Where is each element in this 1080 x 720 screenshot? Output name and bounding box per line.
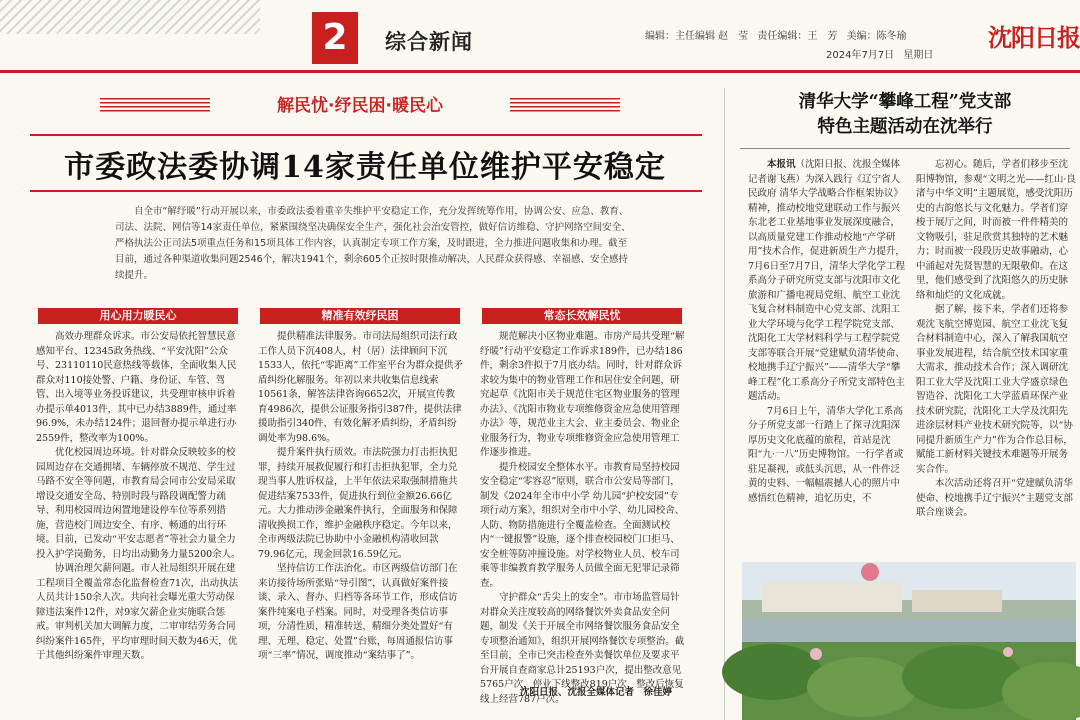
column-3-paragraph: 规范解决小区物业难题。市房产局共受理“解纾暖”行动平安稳定工作诉求189件，已办结186件，剩余3件拟于7月底办结。同时，针对群众诉求较为集中的物业管理工作和居住安全问题，研究起草《沈阳市关于规范住宅区物业服务的管理办法》、《沈阳市物业专项维修资金应急使用管理办法》等，规范业主大会、业主委员会、物业企业服务行为，物业专项维修资金应急使用管理工作逐步推进。 — [480, 331, 685, 458]
campaign-slogan: 解民忧·纾民困·暖民心 — [277, 96, 443, 116]
column-1-paragraph: 协调治理欠薪问题。市人社局组织开展在建工程项目全覆盖常态化监督检查71次，出动执法人员共计150余人次。共向社会曝光重大劳动保障违法案件12件，对9家欠薪企业实施联合惩戒。审判机关加大调解力度，二审审结劳务合同纠纷案件165件，平均审理时间天数为46天，优于其他纠纷案件审理天数。 — [36, 563, 239, 661]
column-3-heading: 常态长效解民忧 — [482, 308, 682, 324]
side-column-1 — [748, 158, 908, 558]
main-headline: 市委政法委协调14家责任单位维护平安稳定 — [64, 150, 666, 185]
photo-water — [742, 620, 1076, 644]
issue-date — [826, 46, 939, 61]
column-1-paragraph: 优化校园周边环境。针对群众反映较多的校园周边存在交通拥堵、车辆停放不规范、学生过马路不安全等问题，市教育局会同市公安局采取增设交通安全岛、特别时段与路段调配警力疏导、利用校园周边闲置地建设停车位等系列措施，营造校门周边安全、有序、畅通的出行环境。目前，已发动“平安志愿者”等社会力量全力投入护学岗勤务，日均出动勤务力量5200余人。 — [36, 447, 241, 560]
column-3-paragraph: 提升校园安全整体水平。市教育局坚持校园安全稳定“零容忍”原则，联合市公安局等部门，制发《2024年全市中小学 幼儿园“护校安园”专项行动方案》，组织对全市中小学、幼儿园校舍、人防、物防措施进行全覆盖检查。全面测试校内“一键报警”设施，逐个排查校园校门口拒马、安全桩等防冲撞设施。对学校物业人员、校车司乘等非编教育教学服务人员做全面无犯罪记录筛查。 — [480, 461, 685, 589]
editor-art: 美编：陈冬瑜 — [846, 31, 907, 42]
column-3-paragraph: 守护群众“舌尖上的安全”。市市场监管局针对群众关注度较高的网络餐饮外卖食品安全问题，制发《关于开展全市网络餐饮服务食品安全专项整治通知》，组织开展网络餐饮专项整治。截至目前，全市已突击检查外卖餐饮单位及要求平台开展自查商家总计25193户次，提出整改意见5765户次，停业下线整改819户次，整改后恢复线上经营787户次。 — [480, 592, 685, 705]
photo-leaf — [722, 644, 822, 700]
issue-date-value: 2024年7月7日 — [826, 50, 895, 61]
side-title-line-2: 特色主题活动在沈举行 — [817, 117, 993, 137]
photo-leaf — [807, 657, 917, 717]
column-2-paragraph: 坚持信访工作法治化。市区两级信访部门在来访接待场所张贴“导引图”，认真做好案件接谈、录入、督办、归档等各环节工作，形成信访案件纯案电子档案。同时，对受理各类信访事项，分清性质，精准转送，精细分类处置好“有理、无理、稳定、处置”台账，每周通报信访事项“三率”情况，调度推动“案结事了”。 — [258, 563, 458, 661]
column-2-paragraph: 提升案件执行质效。市法院强力打击拒执犯罪，持续开展救促履行和打击拒执犯罪，全力兑现当事人胜诉权益，上半年依法采取强制措施共促进结案7533件，促进执行到位金额26.66亿元。大力推动涉金融案件执行，全面服务和保障清收换损工作，维护金融秩序稳定。今年以来，全市两级法院已协助中小金融机构清收回款79.96亿元，现金回款16.59亿元。 — [258, 447, 458, 560]
side-lead-source-detail: （沈阳日报、沈报全媒体记者谢飞燕） — [748, 159, 901, 185]
column-divider — [724, 88, 725, 720]
column-1-body — [36, 330, 242, 718]
masthead-rule — [0, 70, 1080, 73]
side-paragraph: 据了解，接下来，学者们还将参观沈飞航空博览园、航空工业沈飞复合材料制造中心，深入了解我国航空事业发展进程，结合航空技术国家重大需求，推动技术合作；深入调研沈阳工业大学及沈阳工业大学盛京绿色智造谷、沈阳化工大学蓝盾环保产业技术研究院，沈阳化工大学及沈阳先进涂层材料产业技术研究院等，以“协同提升新质生产力”作为合作总目标，赋能工新材料关键技术难题等开展务实合作。 — [916, 304, 1073, 475]
photo-building — [762, 582, 902, 612]
side-paragraph: 为深入践行《辽宁省人民政府 清华大学战略合作框架协议》精神，推动校地党建联动工作与振兴东北老工业基地事业发展深度融合，以高质量党建工作推动校地“产学研用”技术合作，促进新质生产力提升，7月6日至7月7日，清华大学化学工程系高分子研究所党支部与沈阳市文化旅游和广播电视局党组、航空工业沈飞复合材料制造中心党支部、沈阳工业大学环境与化学工程学院党支部、沈阳化工大学材料科学与工程学院党支部等联合开展“党建赋负清华使命、校地携手辽宁振兴”——清华大学“攀峰工程”化工系高分子所党支部特色主题活动。 — [748, 173, 906, 402]
column-2-heading: 精准有效纾民困 — [260, 308, 460, 324]
editors-line — [645, 27, 913, 42]
photo-balloon — [861, 563, 879, 581]
photo-lotus-flower — [810, 648, 822, 660]
photo-lotus-flower — [1003, 647, 1013, 657]
editor-chief: 编辑：主任编辑 赵 莹 — [645, 31, 749, 42]
side-title-rule — [740, 148, 1070, 149]
column-1-heading: 用心用力暖民心 — [38, 308, 238, 324]
ribbon-lines-left — [100, 98, 210, 114]
article-byline: 沈阳日报、沈报全媒体记者 徐佳婷 — [520, 687, 673, 698]
decorative-stripes — [0, 0, 260, 34]
side-paragraph: 本次活动还将召开“党建赋负清华使命、校地携手辽宁振兴”主题党支部联合座谈会。 — [916, 478, 1073, 518]
side-paragraph: 忘初心。随后，学者们移步至沈阳博物馆，参观“文明之光——红山·良渚与中华文明”主题展览，感受沈阳历史的古韵悠长与文化魅力。学者们穿梭于展厅之间，时而被一件件精美的文物吸引，驻足欣赏其独特的艺术魅力；时而被一段段历史故事融动，心中涌起对先贤智慧的无限敬仰。在这里，他们感受到了沈阳悠久的历史脉络和灿烂的文化成就。 — [916, 159, 1076, 301]
photo-building-2 — [912, 590, 1002, 612]
page-number: 2 — [312, 12, 358, 64]
photo-illustration — [742, 562, 1076, 720]
ribbon-lines-right — [510, 98, 620, 114]
column-2-paragraph: 提供精准法律服务。市司法局组织司法行政工作人员下沉408人，村（居）法律顾问下沉1533人，依托“零距离”工作室平台为群众提供矛盾纠纷化解服务。年初以来共收集信息线索10561条，解答法律咨询6652次，开展宣传教育4986次，提供公证服务指引387件，提供法律援助指引340件，有效化解矛盾纠纷，矛盾纠纷调处率为98.6%。 — [258, 331, 463, 444]
side-photo — [742, 562, 1076, 720]
article-lead: 自全市“解纾暖”行动开展以来，市委政法委着重辛失维护平安稳定工作，充分发挥统筹作用，协调公安、应急、教育、司法、法院、网信等14家责任单位，紧紧围绕坚决确保安全生产，强化社会治安管控，做好信访维稳、守护网络空间安全、严格执法公正司法5项重点任务和15项具体工作内容，认真制定专项工作方案，及时跟进，全力推进问题收集和办理。截至目前，通过各种渠道收集问题2546个，解决1941个，剩余605个正按时限推动解决，人民群众获得感、幸福感、安全感持续提升。 — [115, 206, 631, 281]
side-column-2 — [916, 158, 1076, 558]
column-1-paragraph: 高效办理群众诉求。市公安局依托智慧民意感知平台、12345政务热线、“平安沈阳”公众号、23110110民意热线等载体，全面收集人民群众对110接处警、户籍、身份证、车管、驾管、出入境等业务投诉建议，共受理审核申诉着办提示单4013件，其中已办结3889件，通过率96.9%，未办结124件；退回督办提示单进行办2559件，整改率为100%。 — [36, 331, 237, 444]
section-title: 综合新闻 — [385, 30, 473, 54]
headline-rule-top — [30, 134, 702, 136]
side-article-title — [740, 90, 1070, 140]
side-paragraph: 7月6日上午，清华大学化工系高分子所党支部一行踏上了探寻沈阳深厚历史文化底蕴的旅程，首站是沈阳“九·一八”历史博物馆。一行学者或驻足凝视，或低头沉思，从一件件泛黄的史料、一幅幅震撼人心的照片中感悟红色精神，追忆历史，不 — [748, 405, 904, 504]
issue-weekday: 星期日 — [903, 50, 934, 61]
campaign-ribbon — [100, 92, 620, 120]
newspaper-logo: 沈阳日报 — [988, 23, 1080, 52]
headline-rule-bottom — [30, 190, 702, 192]
side-title-line-1: 清华大学“攀峰工程”党支部 — [798, 92, 1012, 112]
editor-responsible: 责任编辑：王 芳 — [757, 31, 838, 42]
column-2-body — [258, 330, 464, 718]
side-lead-source: 本报讯 — [767, 159, 796, 170]
